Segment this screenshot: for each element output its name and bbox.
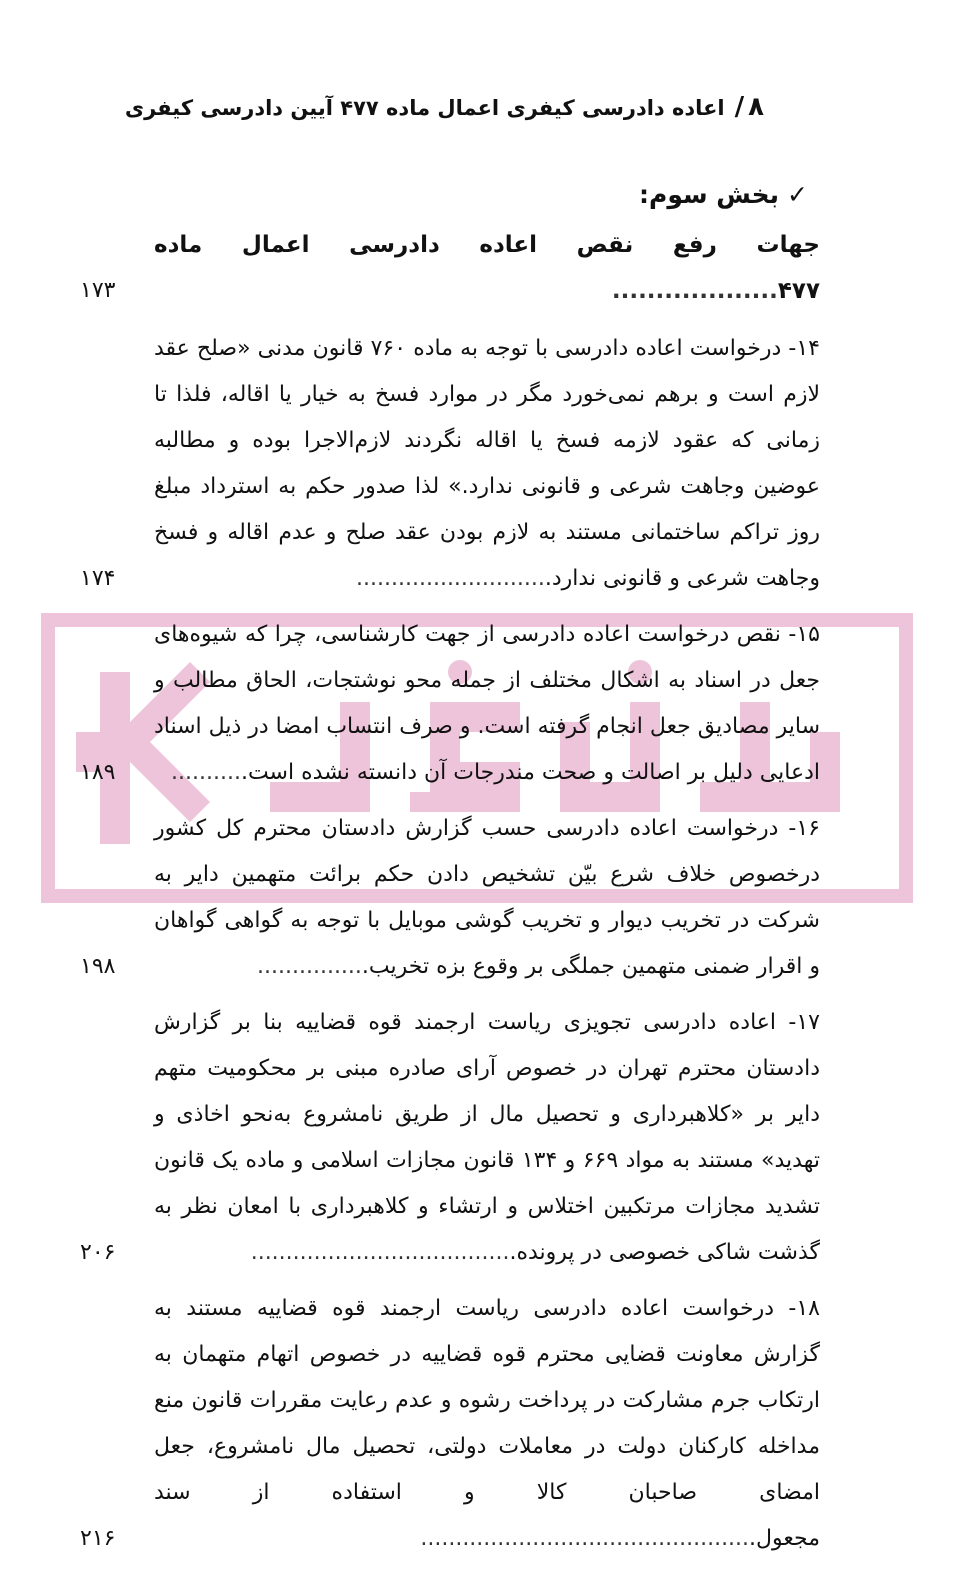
toc-page-number: ۱۸۹ [80, 760, 116, 785]
toc-page-number: ۱۷۴ [80, 566, 116, 591]
toc-leader-dots: .......... [171, 760, 241, 785]
toc-list [80, 222, 820, 1572]
toc-entry-text: جهات رفع نقص اعاده دادرسی اعمال ماده ۴۷۷ [154, 232, 820, 304]
running-header [125, 92, 764, 122]
toc-entry-text: ۱۵- نقص درخواست اعاده دادرسی از جهت کارشناسی، چرا که شیوه‌های جعل در اسناد به اشکال مختلف از جمله محو نوشتجات، الحاق مطالب و سایر مصادیق جعل انجام گرفته است. و صرف انتساب امضا در ذیل اسناد ادعایی دلیل بر اصالت و صحت مندرجات آن دانسته نشده است. [153, 622, 820, 785]
toc-entry-text: ۱۷- اعاده دادرسی تجویزی ریاست ارجمند قوه قضاییه بنا بر گزارش دادستان محترم تهران در خصوص آرای صادره مبنی بر محکومیت متهم دایر بر «کلاهبرداری و تحصیل مال از طریق نامشروع به‌نحو اخاذی و تهدید» مستند به مواد ۶۶۹ و ۱۳۴ قانون مجازات اسلامی و ماده یک قانون تشدید مجازات مرتکبین اختلاس و ارتشاء و کلاهبرداری با امعان نظر به گذشت شاکی خصوصی در پرونده. [154, 1010, 820, 1265]
toc-leader-dots: ........................... [356, 566, 545, 591]
toc-page-number: ۲۱۶ [80, 1526, 116, 1551]
section-title [639, 180, 808, 209]
toc-entry-text: ۱۴- درخواست اعاده دادرسی با توجه به ماده ۷۶۰ قانون مدنی «صلح عقد لازم است و برهم نمی‌خورد مگر در موارد فسخ به خیار یا اقاله، فلذا تا زمانی که عقود لازمه فسخ یا اقاله نگردند لازم‌الاجرا بوده و مطالبه عوضین وجاهت شرعی و قانونی ندارد.» لذا صدور حکم به استرداد مبلغ روز تراکم ساختمانی مستند به لازم بودن عقد صلح و عدم اقاله و فسخ وجاهت شرعی و قانونی ندارد. [154, 336, 820, 591]
toc-leader-dots: ............................................... [420, 1526, 750, 1551]
section-title-text: بخش سوم: [639, 180, 780, 209]
header-separator: / [734, 92, 745, 122]
toc-page-number: ۲۰۶ [80, 1240, 116, 1265]
toc-entry [80, 1286, 820, 1562]
toc-page-number: ۱۷۳ [80, 278, 116, 303]
toc-leader-dots: ............... [257, 954, 362, 979]
toc-page-number: ۱۹۸ [80, 954, 116, 979]
toc-entry [80, 1000, 820, 1276]
toc-entry-text: ۱۶- درخواست اعاده دادرسی حسب گزارش دادستان محترم کل کشور درخصوص خلاف شرع بیّن تشخیص دادن حکم برائت متهمین دایر به شرکت در تخریب دیوار و تخریب گوشی موبایل با توجه به گواهی گواهان و اقرار ضمنی متهمین جملگی بر وقوع بزه تخریب. [154, 816, 820, 979]
check-icon: ✓ [787, 180, 808, 209]
toc-entry [80, 806, 820, 990]
toc-leader-dots: ................... [611, 278, 778, 304]
toc-leader-dots: ..................................... [250, 1240, 510, 1265]
toc-entry [80, 612, 820, 796]
toc-entry-heading [80, 222, 820, 314]
toc-entry-text: ۱۸- درخواست اعاده دادرسی ریاست ارجمند قوه قضاییه مستند به گزارش معاونت قضایی محترم قوه قضاییه در خصوص اتهام متهمان به ارتکاب جرم مشارکت در پرداخت رشوه و عدم رعایت مقررات قانون منع مداخله کارکنان دولت در معاملات دولتی، تحصیل مال نامشروع، جعل امضای صاحبان کالا و استفاده از سند مجعول. [154, 1296, 820, 1551]
page-number: ۸ [748, 92, 764, 122]
header-title: اعاده دادرسی کیفری اعمال ماده ۴۷۷ آیین دادرسی کیفری [124, 96, 725, 120]
toc-entry [80, 326, 820, 602]
